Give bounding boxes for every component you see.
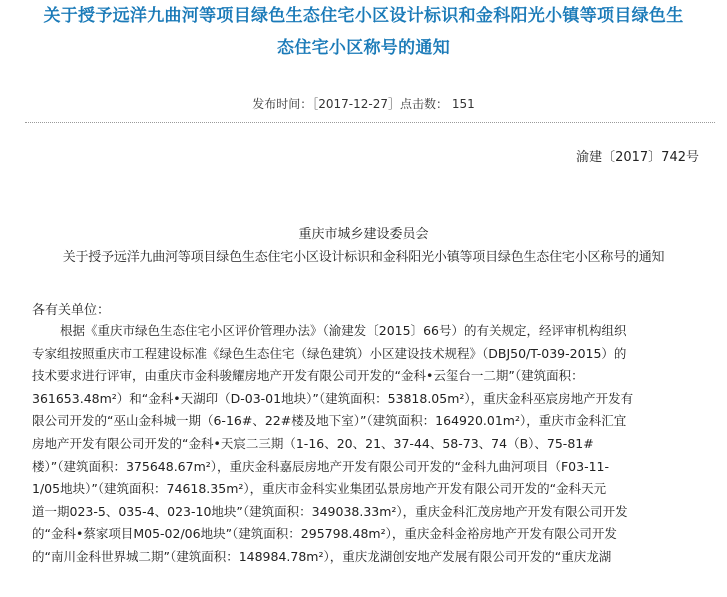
body-line: 房地产开发有限公司开发的“金科•天宸二三期（1-16、20、21、37-44、58-73、74（B）、75-81# [32, 435, 594, 451]
page-title-line-2: 态住宅小区称号的通知 [277, 38, 450, 58]
issuer-name: 重庆市城乡建设委员会 [298, 227, 429, 242]
salutation: 各有关单位： [32, 303, 111, 318]
body-line: 根据《重庆市绿色生态住宅小区评价管理办法》（渝建发〔2015〕66号）的有关规定，经评审机构组织 [60, 323, 627, 338]
body-line: 的“南川金科世界城二期”（建筑面积：148984.78m²），重庆龙湖创安地产发展有限公司开发的“重庆龙湖 [32, 548, 612, 564]
document-number: 渝建〔2017〕742号 [576, 150, 699, 165]
body-line: 专家组按照重庆市工程建设标准《绿色生态住宅（绿色建筑）小区建设技术规程》（DBJ50/T-039-2015）的 [32, 345, 627, 361]
body-line: 楼）”（建筑面积：375648.67m²），重庆金科嘉辰房地产开发有限公司开发的“金科九曲河项目（F03-11- [32, 458, 610, 474]
body-line: 361653.48m²）和“金科•天湖印（D-03-01地块）”（建筑面积：53818.05m²），重庆金科巫宸房地产开发有 [32, 390, 634, 406]
body-line: 技术要求进行评审，由重庆市金科骏耀房地产开发有限公司开发的“金科•云玺台一二期”（建筑面积： [32, 368, 584, 384]
body-paragraph [32, 320, 697, 569]
body-line: 限公司开发的“巫山金科城一期（6-16#、22#楼及地下室）”（建筑面积：164920.01m²），重庆市金科汇宜 [32, 413, 627, 429]
page-title-line-1: 关于授予远洋九曲河等项目绿色生态住宅小区设计标识和金科阳光小镇等项目绿色生 [43, 6, 684, 26]
document-subtitle: 关于授予远洋九曲河等项目绿色生态住宅小区设计标识和金科阳光小镇等项目绿色生态住宅小区称号的通知 [62, 250, 665, 265]
body-line: 1/05地块）”（建筑面积：74618.35m²），重庆市金科实业集团弘景房地产开发有限公司开发的“金科天元 [32, 481, 607, 497]
page-title [0, 0, 727, 64]
body-line: 道一期023-5、035-4、023-10地块”（建筑面积：349038.33m²），重庆金科汇茂房地产开发有限公司开发 [32, 503, 628, 519]
body-line: 的“金科•蔡家项目M05-02/06地块”（建筑面积：295798.48m²），重庆金科金裕房地产开发有限公司开发 [32, 526, 617, 542]
divider [25, 122, 715, 123]
publish-meta: 发布时间：［2017-12-27］点击数： 151 [252, 97, 475, 111]
